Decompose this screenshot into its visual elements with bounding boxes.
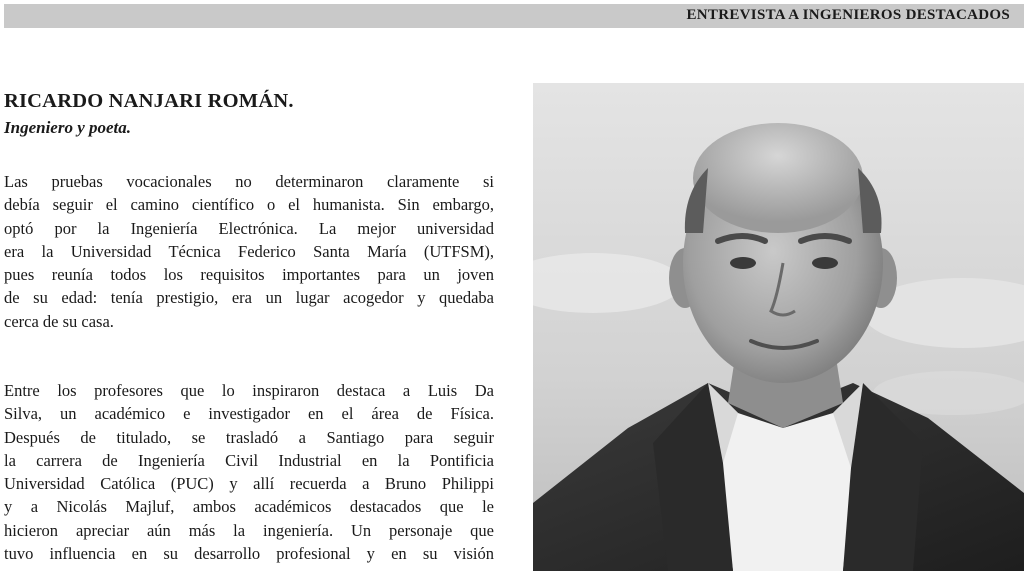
paragraph-line: debía seguir el camino científico o el humanista. Sin embargo, xyxy=(4,195,494,215)
paragraph-line: pues reunía todos los requisitos importantes para un joven xyxy=(4,265,494,285)
paragraph-line: era la Universidad Técnica Federico Santa María (UTFSM), xyxy=(4,241,494,261)
paragraph-line: tuvo influencia en su desarrollo profesional y en su visión xyxy=(4,544,494,564)
article-paragraph-2 xyxy=(4,379,494,565)
paragraph-line: optó por la Ingeniería Electrónica. La mejor universidad xyxy=(4,218,494,238)
paragraph-line: Entre los profesores que lo inspiraron destaca a Luis Da xyxy=(4,381,494,400)
paragraph-line: Después de titulado, se trasladó a Santiago para seguir xyxy=(4,427,494,447)
paragraph-line: cerca de su casa. xyxy=(4,311,114,331)
portrait-photo xyxy=(533,83,1024,571)
paragraph-line: de su edad: tenía prestigio, era un lugar acogedor y quedaba xyxy=(4,288,494,308)
section-header-bar xyxy=(4,4,1024,28)
person-role: Ingeniero y poeta. xyxy=(4,118,132,137)
paragraph-line: la carrera de Ingeniería Civil Industrial en la Pontificia xyxy=(4,450,494,470)
paragraph-line: Universidad Católica (PUC) y allí recuerda a Bruno Philippi xyxy=(4,474,494,494)
paragraph-line: Silva, un académico e investigador en el área de Física. xyxy=(4,404,494,424)
section-title: ENTREVISTA A INGENIEROS DESTACADOS xyxy=(686,7,1010,23)
paragraph-line: hicieron apreciar aún más la ingeniería. Un personaje que xyxy=(4,520,494,540)
person-name: RICARDO NANJARI ROMÁN. xyxy=(4,90,294,112)
paragraph-line: Las pruebas vocacionales no determinaron claramente si xyxy=(4,172,494,191)
article-paragraph-1 xyxy=(4,170,494,333)
paragraph-line: y a Nicolás Majluf, ambos académicos destacados que le xyxy=(4,497,494,517)
